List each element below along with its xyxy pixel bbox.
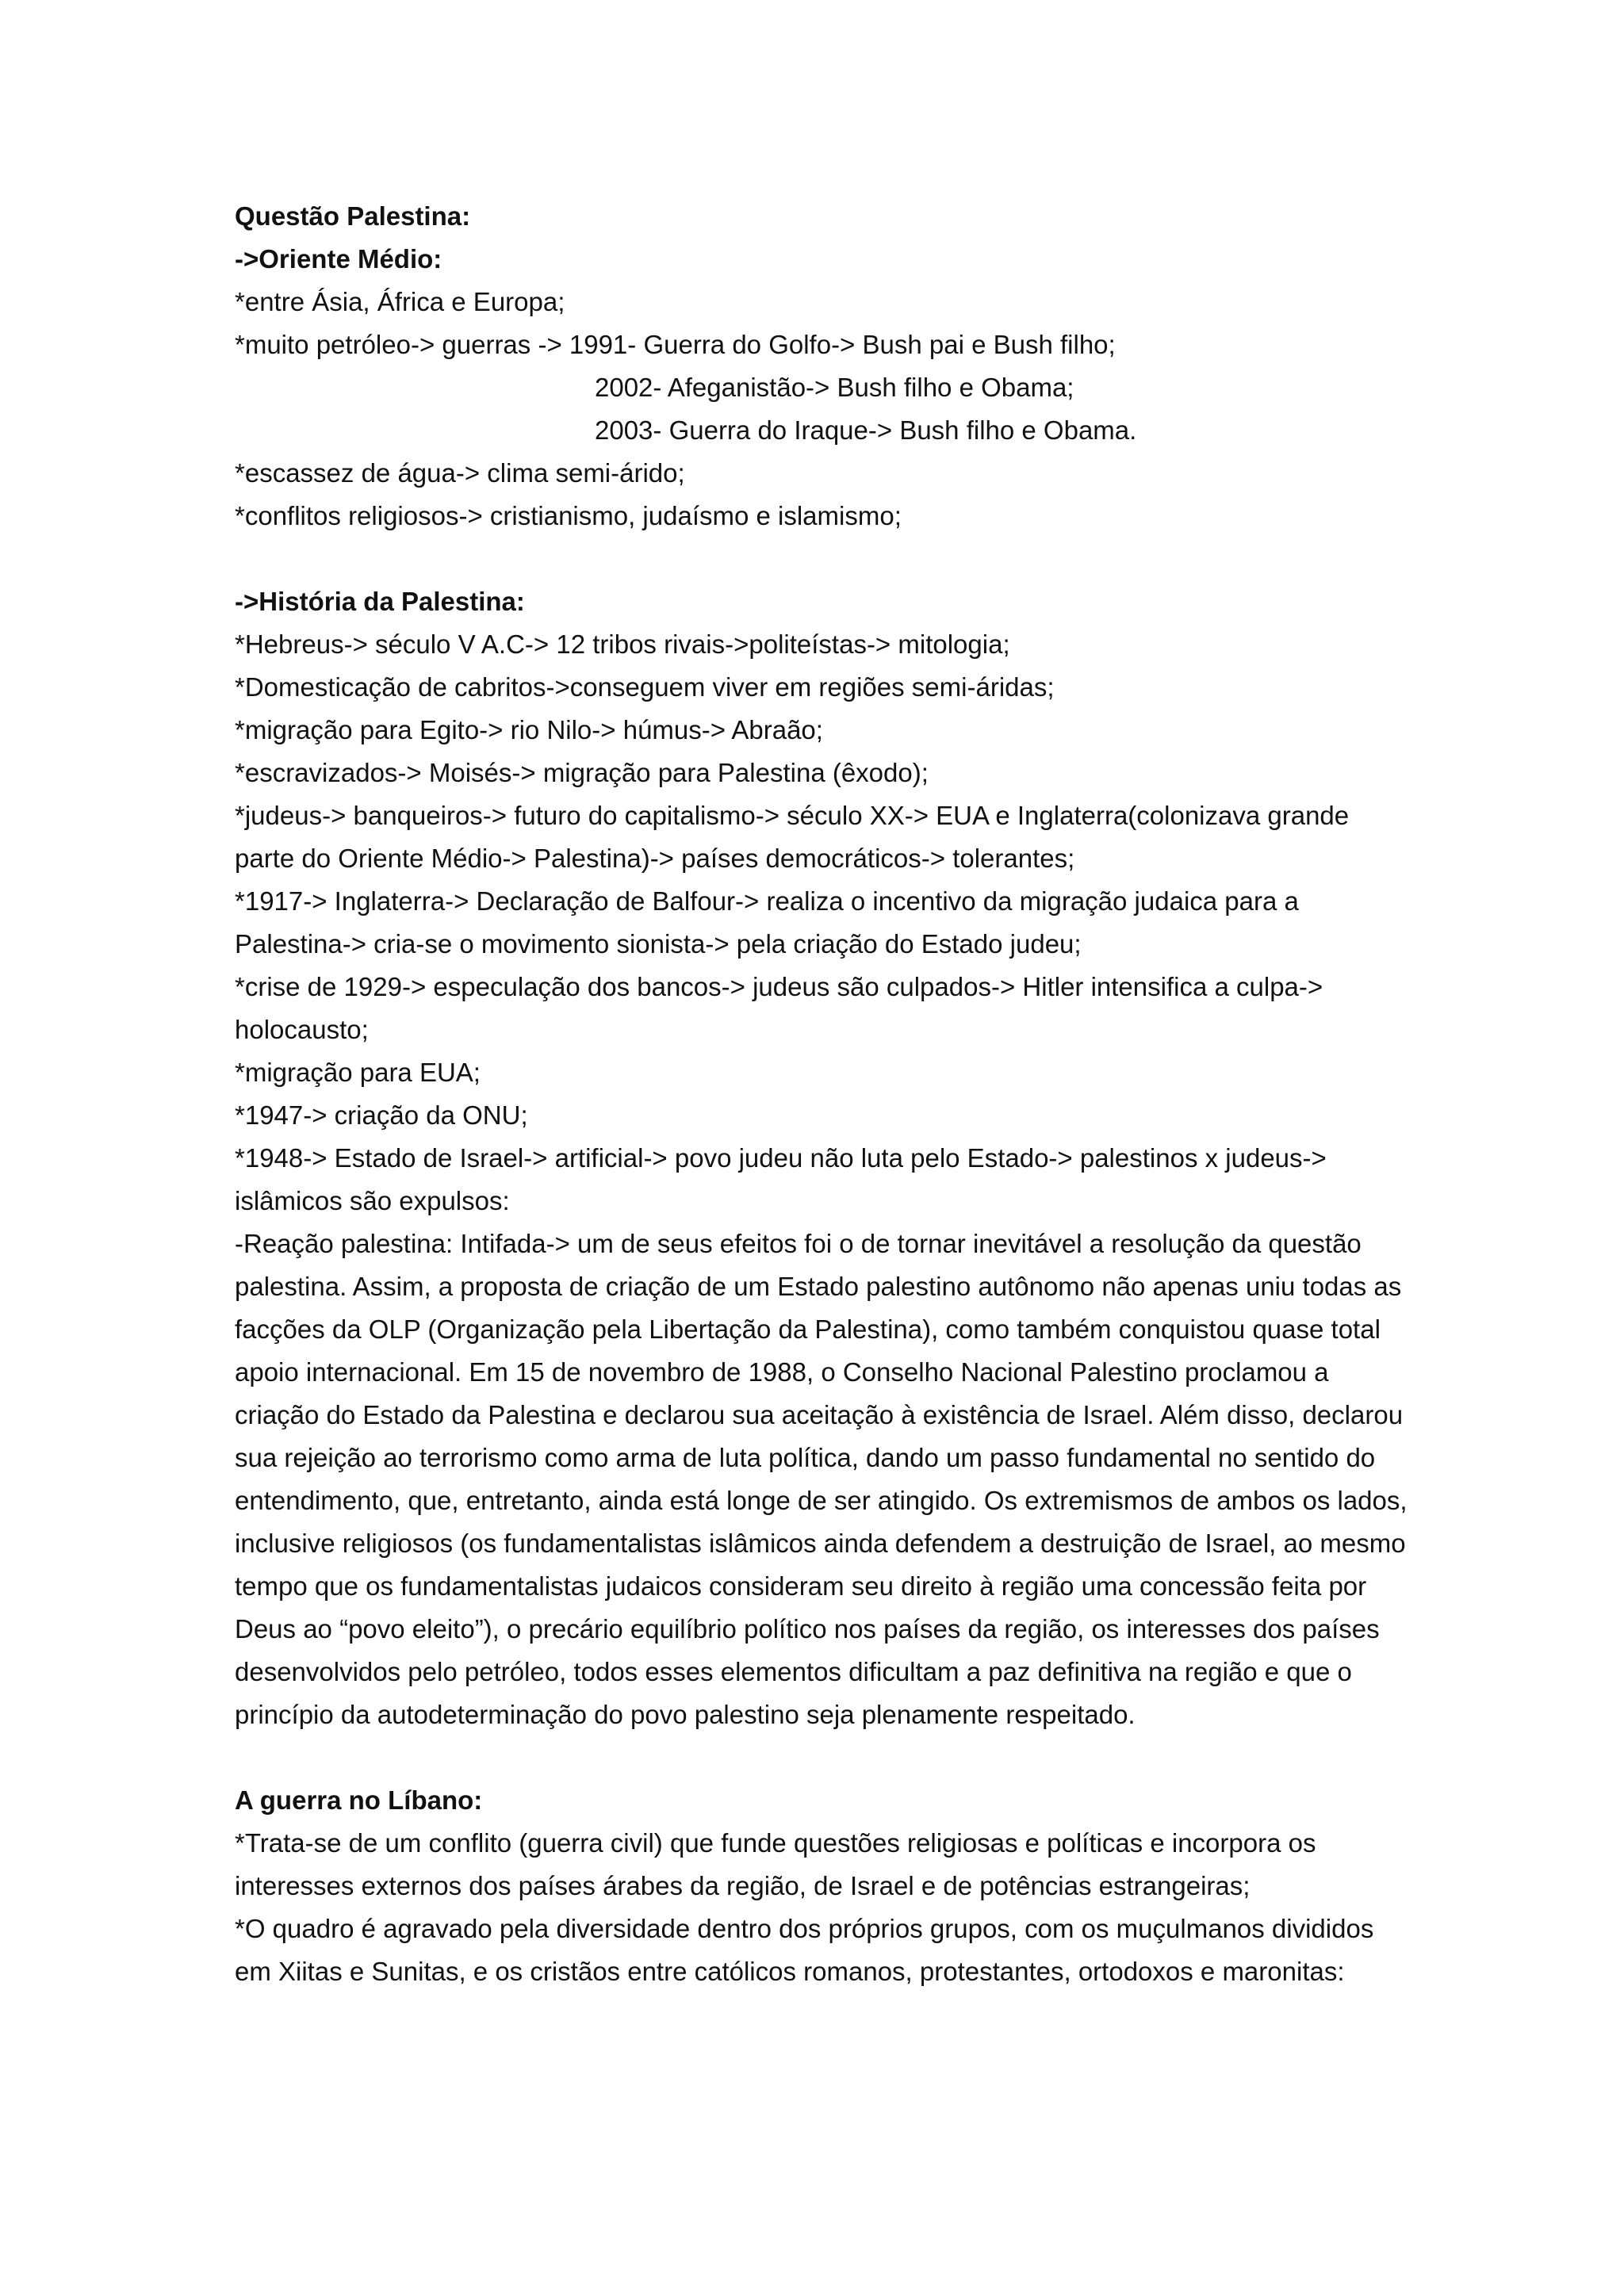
list-item: *migração para EUA; [235, 1058, 481, 1087]
list-item: *Trata-se de um conflito (guerra civil) que funde questões religiosas e políticas e incorpora os interesses externos dos países árabes da região, de Israel e de potências estrangeiras; [235, 1828, 1316, 1900]
section-title-guerra-no-libano: A guerra no Líbano: [235, 1785, 483, 1815]
list-item: *judeus-> banqueiros-> futuro do capitalismo-> século XX-> EUA e Inglaterra(colonizava grande parte do Oriente Médio-> Palestina)-> países democráticos-> tolerantes; [235, 801, 1350, 873]
list-item: *migração para Egito-> rio Nilo-> húmus-> Abraão; [235, 715, 823, 744]
list-item: *escravizados-> Moisés-> migração para Palestina (êxodo); [235, 758, 929, 787]
list-item: *conflitos religiosos-> cristianismo, judaísmo e islamismo; [235, 501, 902, 530]
list-item-indented: 2002- Afeganistão-> Bush filho e Obama; [595, 373, 1074, 402]
list-item: *1917-> Inglaterra-> Declaração de Balfour-> realiza o incentivo da migração judaica para a Palestina-> cria-se o movimento sionista-> pela criação do Estado judeu; [235, 886, 1299, 959]
list-item: *muito petróleo-> guerras -> 1991- Guerra do Golfo-> Bush pai e Bush filho; [235, 330, 1116, 359]
list-item: *entre Ásia, África e Europa; [235, 287, 565, 316]
list-item: *Hebreus-> século V A.C-> 12 tribos rivais->politeístas-> mitologia; [235, 629, 1010, 659]
list-item: *O quadro é agravado pela diversidade dentro dos próprios grupos, com os muçulmanos divididos em Xiitas e Sunitas, e os cristãos entre católicos romanos, protestantes, ortodoxos e maronitas: [235, 1914, 1374, 1986]
list-item: *escassez de água-> clima semi-árido; [235, 458, 685, 488]
section-title-historia-da-palestina: ->História da Palestina: [235, 587, 525, 616]
intifada-paragraph: -Reação palestina: Intifada-> um de seus efeitos foi o de tornar inevitável a resolução da questão palestina. Assim, a proposta de criação de um Estado palestino autônomo não apenas uniu todas as facções da OLP (Organização pela Libertação da Palestina), como também conquistou quase total apoio internacional. Em 15 de novembro de 1988, o Conselho Nacional Palestino proclamou a criação do Estado da Palestina e declarou sua aceitação à existência de Israel. Além disso, declarou sua rejeição ao terrorismo como arma de luta política, dando um passo fundamental no sentido do entendimento, que, entretanto, ainda está longe de ser atingido. Os extremismos de ambos os lados, inclusive religiosos (os fundamentalistas islâmicos ainda defendem a destruição de Israel, ao mesmo tempo que os fundamentalistas judaicos consideram seu direito à região uma concessão feita por Deus ao “povo eleito”), o precário equilíbrio político nos países da região, os interesses dos países desenvolvidos pelo petróleo, todos esses elementos dificultam a paz definitiva na região e que o princípio da autodeterminação do povo palestino seja plenamente respeitado. [235, 1229, 1408, 1729]
section-title-questao-palestina: Questão Palestina: [235, 201, 471, 231]
list-item: *1947-> criação da ONU; [235, 1100, 528, 1130]
subsection-title-oriente-medio: ->Oriente Médio: [235, 244, 442, 274]
spacer [235, 538, 1408, 580]
list-item-indented: 2003- Guerra do Iraque-> Bush filho e Obama. [595, 415, 1137, 445]
document-body [235, 195, 1408, 1993]
list-item: *crise de 1929-> especulação dos bancos-> judeus são culpados-> Hitler intensifica a culpa-> holocausto; [235, 972, 1323, 1044]
spacer [235, 1736, 1408, 1779]
list-item: *1948-> Estado de Israel-> artificial-> povo judeu não luta pelo Estado-> palestinos x judeus-> islâmicos são expulsos: [235, 1143, 1327, 1215]
list-item: *Domesticação de cabritos->conseguem viver em regiões semi-áridas; [235, 672, 1055, 702]
